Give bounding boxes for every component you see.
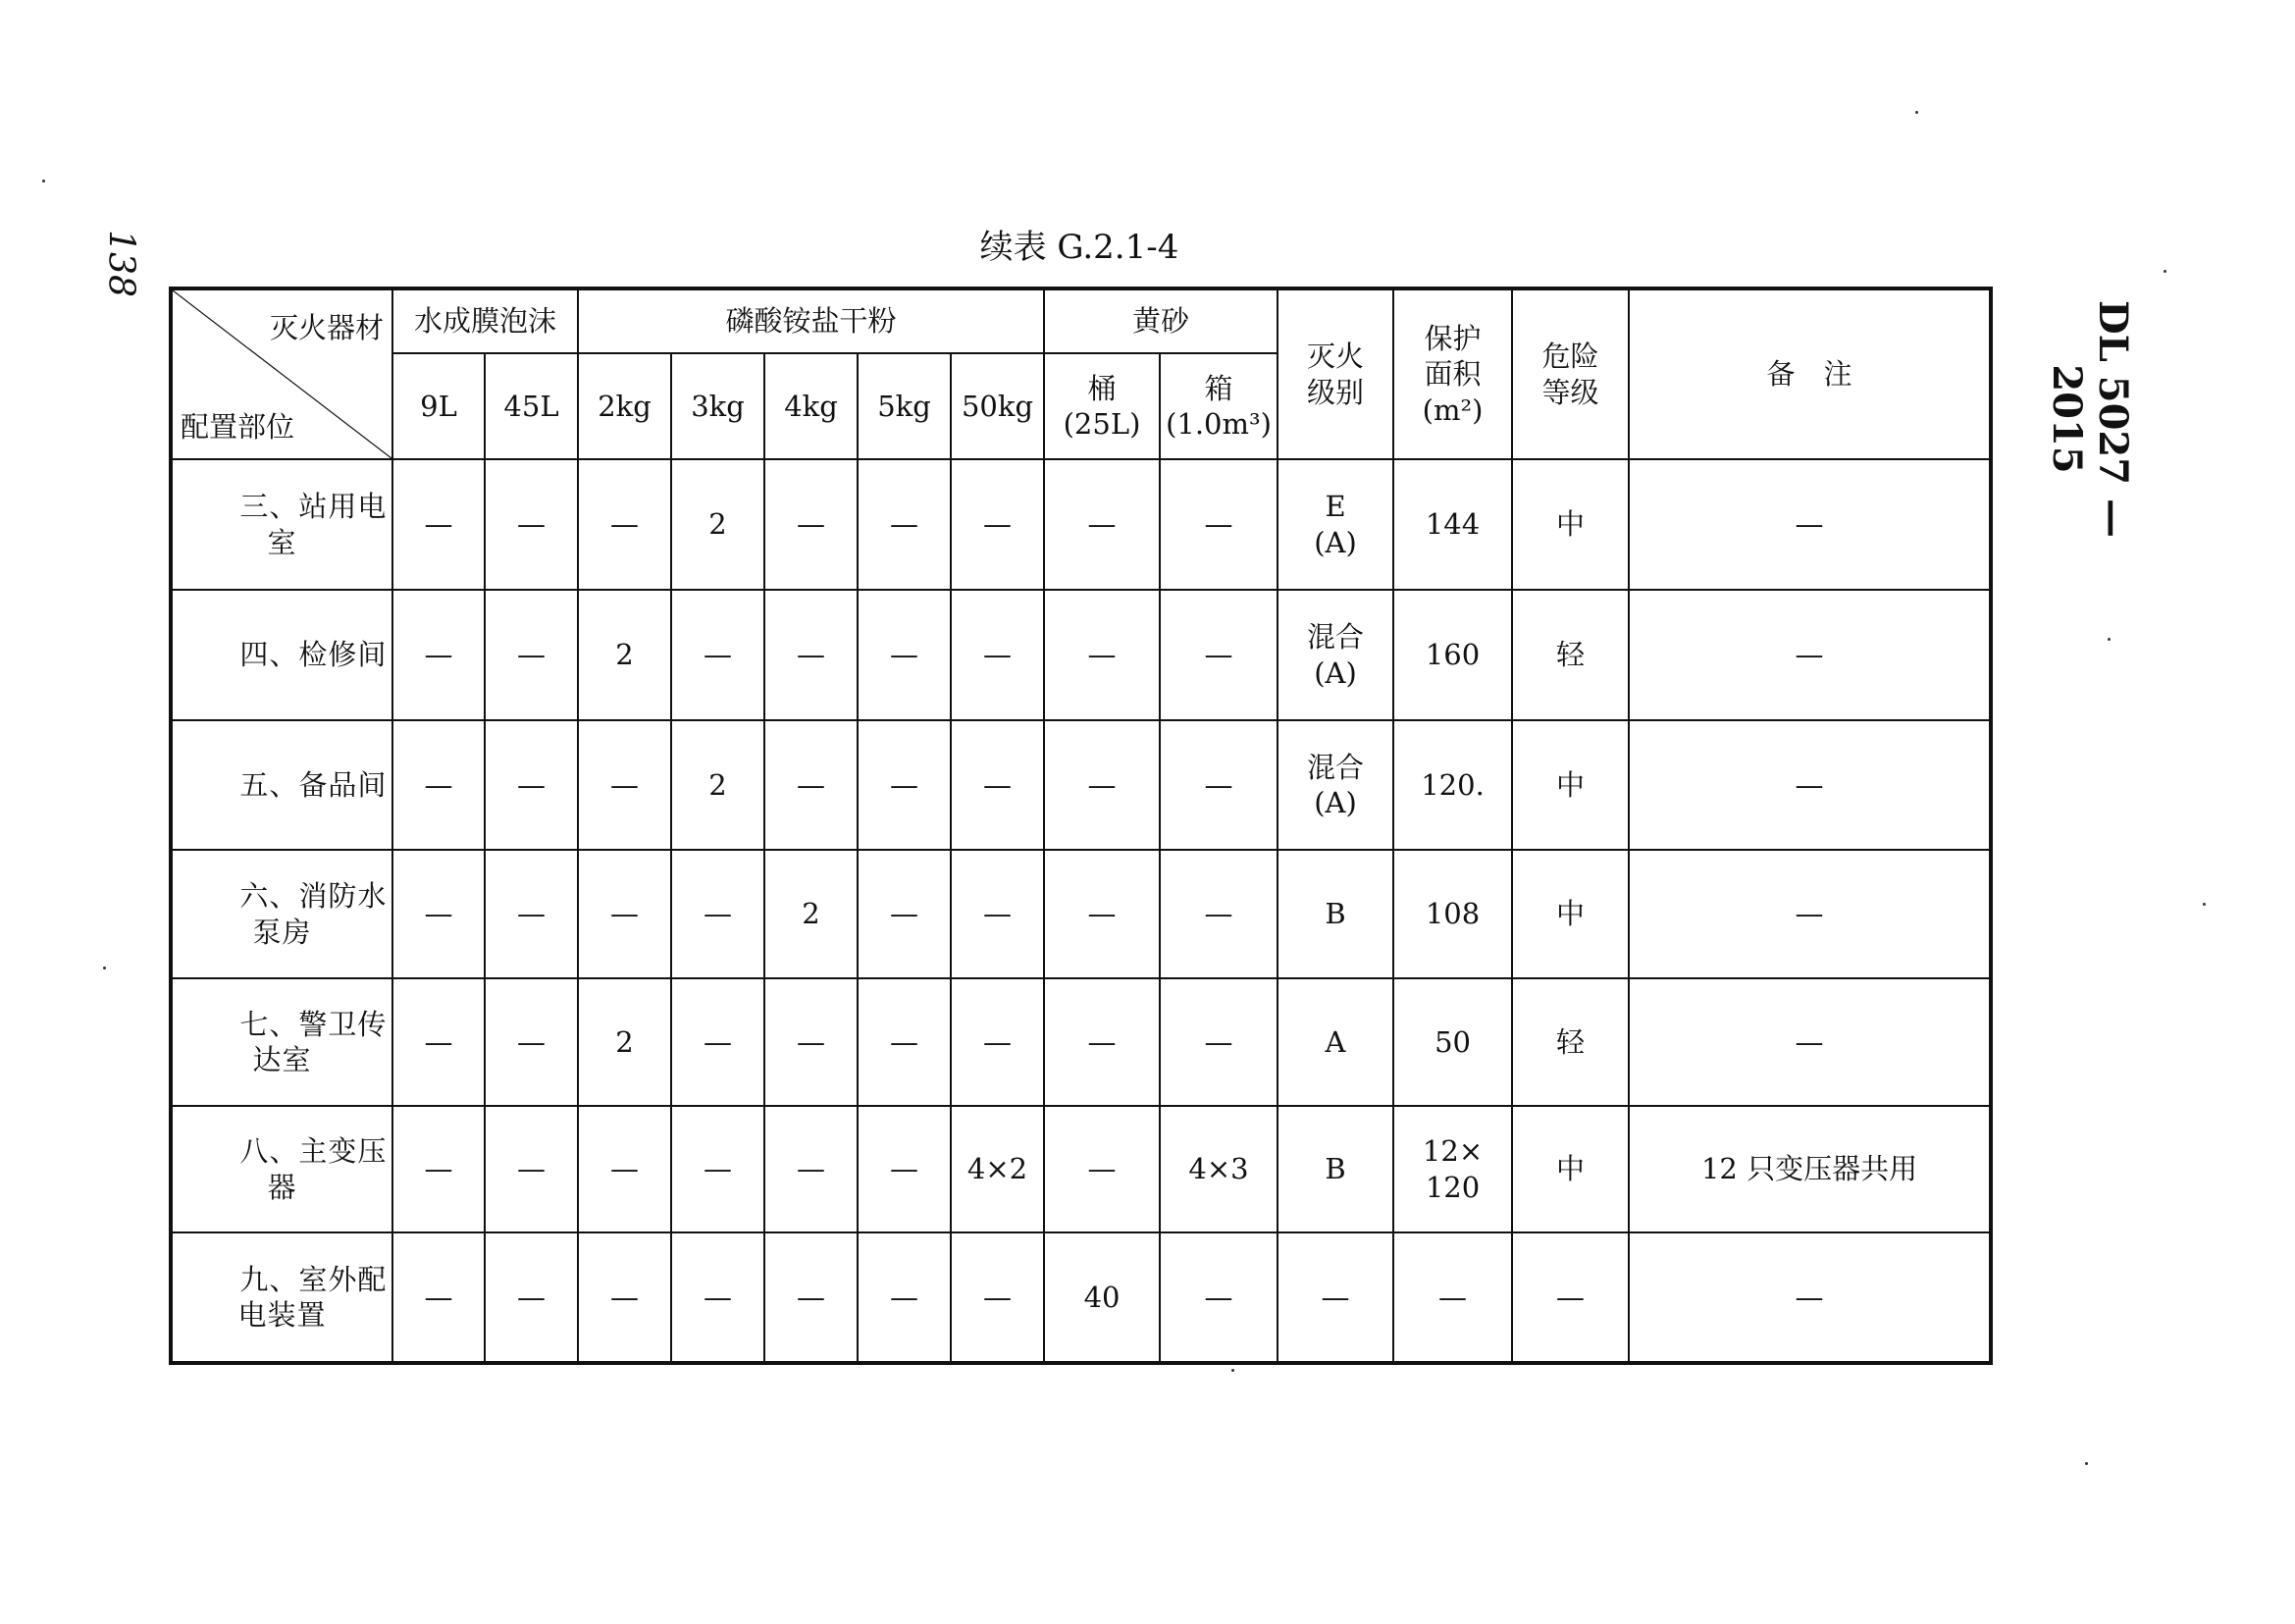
row-cell: — bbox=[951, 590, 1044, 720]
row-cell: — bbox=[392, 459, 485, 590]
row-area: 50 bbox=[1393, 978, 1512, 1106]
sub-header: 50kg bbox=[951, 353, 1044, 459]
row-fire-class: A bbox=[1278, 978, 1393, 1106]
row-cell: — bbox=[764, 978, 858, 1106]
row-cell: — bbox=[1160, 720, 1278, 850]
row-cell: — bbox=[764, 1232, 858, 1363]
row-cell: — bbox=[951, 1232, 1044, 1363]
row-cell: — bbox=[764, 720, 858, 850]
row-cell: — bbox=[578, 1232, 671, 1363]
sub-header: 桶 (25L) bbox=[1044, 353, 1160, 459]
row-remark: — bbox=[1629, 590, 1991, 720]
row-hazard: 中 bbox=[1512, 720, 1629, 850]
row-cell: 4×3 bbox=[1160, 1106, 1278, 1232]
row-cell: — bbox=[485, 1106, 578, 1232]
row-cell: 2 bbox=[578, 590, 671, 720]
row-cell: — bbox=[392, 720, 485, 850]
row-cell: — bbox=[1160, 1232, 1278, 1363]
row-cell: — bbox=[485, 850, 578, 978]
row-remark: — bbox=[1629, 459, 1991, 590]
row-cell: — bbox=[671, 850, 764, 978]
row-cell: — bbox=[392, 1232, 485, 1363]
row-cell: — bbox=[1044, 1106, 1160, 1232]
row-cell: — bbox=[671, 590, 764, 720]
row-fire-class: 混合 (A) bbox=[1278, 720, 1393, 850]
row-cell: — bbox=[951, 850, 1044, 978]
row-remark: — bbox=[1629, 720, 1991, 850]
page-number: 138 bbox=[100, 230, 141, 297]
row-cell: — bbox=[858, 590, 951, 720]
sub-header: 3kg bbox=[671, 353, 764, 459]
row-cell: — bbox=[764, 1106, 858, 1232]
row-place: 五、备品间 bbox=[171, 720, 392, 850]
group-header-sand: 黄砂 bbox=[1044, 288, 1278, 353]
row-hazard: 中 bbox=[1512, 1106, 1629, 1232]
group-header-powder: 磷酸铵盐干粉 bbox=[578, 288, 1044, 353]
row-cell: 2 bbox=[578, 978, 671, 1106]
header-fire-class: 灭火 级别 bbox=[1278, 288, 1393, 459]
row-cell: — bbox=[578, 850, 671, 978]
row-cell: 2 bbox=[764, 850, 858, 978]
row-cell: — bbox=[578, 1106, 671, 1232]
row-area: — bbox=[1393, 1232, 1512, 1363]
extinguisher-config-table bbox=[169, 287, 1993, 1365]
table-row bbox=[171, 850, 1991, 978]
table-row bbox=[171, 1106, 1991, 1232]
row-cell: — bbox=[1160, 459, 1278, 590]
sub-header: 箱 (1.0m³) bbox=[1160, 353, 1278, 459]
header-row-groups bbox=[171, 288, 1991, 353]
row-cell: — bbox=[671, 1106, 764, 1232]
row-cell: — bbox=[485, 978, 578, 1106]
header-remark: 备 注 bbox=[1629, 288, 1991, 459]
row-cell: — bbox=[485, 1232, 578, 1363]
row-fire-class: B bbox=[1278, 1106, 1393, 1232]
row-place: 六、消防水泵房 bbox=[171, 850, 392, 978]
diagonal-header-cell bbox=[171, 288, 392, 459]
row-cell: — bbox=[1044, 720, 1160, 850]
group-header-foam: 水成膜泡沫 bbox=[392, 288, 578, 353]
table-row bbox=[171, 720, 1991, 850]
sub-header: 5kg bbox=[858, 353, 951, 459]
row-cell: 40 bbox=[1044, 1232, 1160, 1363]
row-cell: — bbox=[1160, 850, 1278, 978]
sub-header: 45L bbox=[485, 353, 578, 459]
row-cell: — bbox=[485, 590, 578, 720]
row-cell: — bbox=[858, 1106, 951, 1232]
row-hazard: 轻 bbox=[1512, 978, 1629, 1106]
sub-header: 9L bbox=[392, 353, 485, 459]
row-remark: — bbox=[1629, 978, 1991, 1106]
row-cell: — bbox=[1044, 850, 1160, 978]
row-place: 九、室外配电装置 bbox=[171, 1232, 392, 1363]
row-cell: 4×2 bbox=[951, 1106, 1044, 1232]
row-cell: — bbox=[392, 1106, 485, 1232]
row-cell: — bbox=[1160, 978, 1278, 1106]
row-cell: — bbox=[578, 720, 671, 850]
row-cell: — bbox=[392, 850, 485, 978]
row-place: 七、警卫传达室 bbox=[171, 978, 392, 1106]
table-row bbox=[171, 590, 1991, 720]
row-place: 四、检修间 bbox=[171, 590, 392, 720]
row-cell: — bbox=[1044, 590, 1160, 720]
document-code: DL 5027 — 2015 bbox=[2044, 300, 2136, 538]
row-cell: — bbox=[578, 459, 671, 590]
row-hazard: — bbox=[1512, 1232, 1629, 1363]
row-fire-class: 混合 (A) bbox=[1278, 590, 1393, 720]
row-fire-class: — bbox=[1278, 1232, 1393, 1363]
row-cell: — bbox=[764, 590, 858, 720]
row-cell: 2 bbox=[671, 720, 764, 850]
row-area: 108 bbox=[1393, 850, 1512, 978]
row-place: 三、站用电室 bbox=[171, 459, 392, 590]
row-area: 160 bbox=[1393, 590, 1512, 720]
table-row bbox=[171, 1232, 1991, 1363]
row-cell: 2 bbox=[671, 459, 764, 590]
row-remark: 12 只变压器共用 bbox=[1629, 1106, 1991, 1232]
row-cell: — bbox=[858, 978, 951, 1106]
diag-header-bottom: 配置部位 bbox=[181, 409, 295, 444]
row-cell: — bbox=[951, 978, 1044, 1106]
row-cell: — bbox=[858, 850, 951, 978]
row-area: 144 bbox=[1393, 459, 1512, 590]
row-remark: — bbox=[1629, 850, 1991, 978]
sub-header: 2kg bbox=[578, 353, 671, 459]
header-protect-area: 保护 面积 (m²) bbox=[1393, 288, 1512, 459]
row-area: 12× 120 bbox=[1393, 1106, 1512, 1232]
row-cell: — bbox=[671, 978, 764, 1106]
row-cell: — bbox=[1044, 978, 1160, 1106]
row-fire-class: B bbox=[1278, 850, 1393, 978]
row-cell: — bbox=[392, 978, 485, 1106]
table-row bbox=[171, 978, 1991, 1106]
row-cell: — bbox=[764, 459, 858, 590]
row-cell: — bbox=[1160, 590, 1278, 720]
row-cell: — bbox=[485, 459, 578, 590]
row-cell: — bbox=[951, 720, 1044, 850]
row-fire-class: E (A) bbox=[1278, 459, 1393, 590]
row-cell: — bbox=[858, 459, 951, 590]
header-hazard-level: 危险 等级 bbox=[1512, 288, 1629, 459]
row-cell: — bbox=[392, 590, 485, 720]
row-area: 120. bbox=[1393, 720, 1512, 850]
row-remark: — bbox=[1629, 1232, 1991, 1363]
row-cell: — bbox=[858, 1232, 951, 1363]
row-cell: — bbox=[1044, 459, 1160, 590]
row-hazard: 中 bbox=[1512, 850, 1629, 978]
row-cell: — bbox=[671, 1232, 764, 1363]
row-place: 八、主变压器 bbox=[171, 1106, 392, 1232]
row-cell: — bbox=[951, 459, 1044, 590]
diag-header-top: 灭火器材 bbox=[269, 311, 384, 344]
table-row bbox=[171, 459, 1991, 590]
row-hazard: 轻 bbox=[1512, 590, 1629, 720]
row-hazard: 中 bbox=[1512, 459, 1629, 590]
table-title: 续表 G.2.1-4 bbox=[979, 228, 1179, 267]
row-cell: — bbox=[485, 720, 578, 850]
sub-header: 4kg bbox=[764, 353, 858, 459]
row-cell: — bbox=[858, 720, 951, 850]
